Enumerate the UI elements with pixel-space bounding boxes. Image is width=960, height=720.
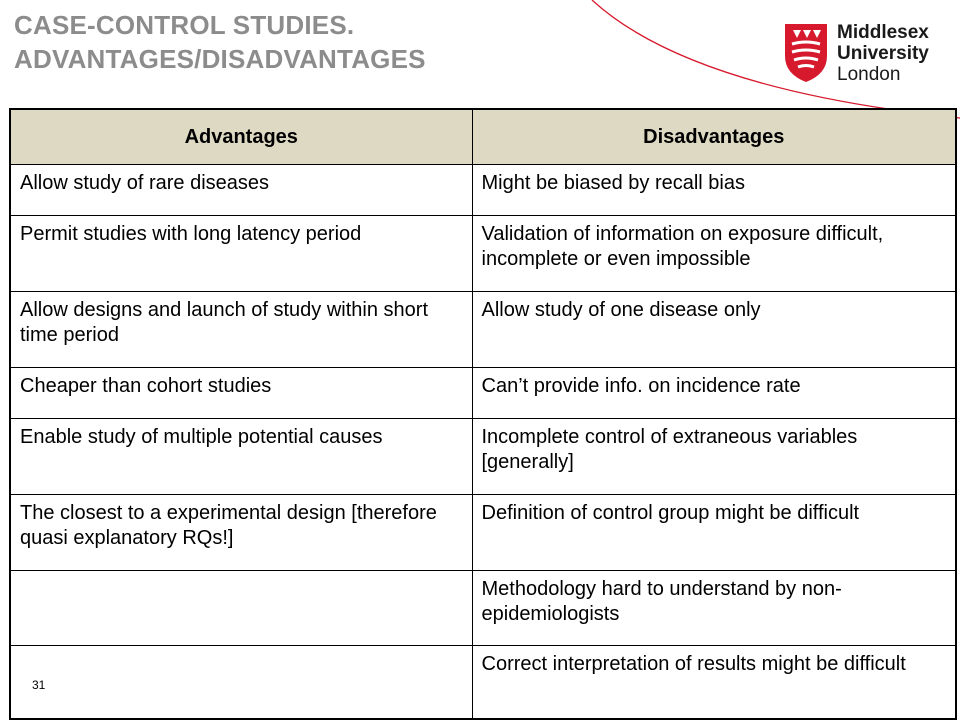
advantage-cell bbox=[10, 571, 472, 646]
slide-title-line-2: ADVANTAGES/DISADVANTAGES bbox=[14, 44, 426, 74]
advantage-cell: Allow study of rare diseases bbox=[10, 165, 472, 216]
table-row bbox=[10, 571, 956, 646]
table-row bbox=[10, 419, 956, 495]
advantage-cell: Allow designs and launch of study within short time period bbox=[10, 292, 472, 368]
disadvantage-cell: Incomplete control of extraneous variables [generally] bbox=[472, 419, 956, 495]
logo-line-1: Middlesex bbox=[837, 22, 929, 43]
table-row bbox=[10, 165, 956, 216]
disadvantage-cell: Definition of control group might be difficult bbox=[472, 495, 956, 571]
table-row bbox=[10, 368, 956, 419]
advantage-cell: Enable study of multiple potential causes bbox=[10, 419, 472, 495]
slide-title-line-1: CASE-CONTROL STUDIES. bbox=[14, 10, 355, 40]
disadvantage-cell: Correct interpretation of results might be difficult bbox=[472, 646, 956, 720]
page-number: 31 bbox=[32, 678, 46, 692]
logo-line-2: University bbox=[837, 43, 929, 64]
university-logo bbox=[783, 18, 943, 90]
advantage-cell bbox=[10, 646, 472, 720]
column-header-disadvantages: Disadvantages bbox=[472, 109, 956, 165]
disadvantage-cell: Might be biased by recall bias bbox=[472, 165, 956, 216]
advantage-cell: The closest to a experimental design [therefore quasi explanatory RQs!] bbox=[10, 495, 472, 571]
disadvantage-cell: Allow study of one disease only bbox=[472, 292, 956, 368]
table-row bbox=[10, 216, 956, 292]
disadvantage-cell: Methodology hard to understand by non-epidemiologists bbox=[472, 571, 956, 646]
disadvantage-cell: Can’t provide info. on incidence rate bbox=[472, 368, 956, 419]
disadvantage-cell: Validation of information on exposure difficult, incomplete or even impossible bbox=[472, 216, 956, 292]
table-header-row bbox=[10, 109, 956, 165]
table-row bbox=[10, 292, 956, 368]
column-header-advantages: Advantages bbox=[10, 109, 472, 165]
comparison-table bbox=[9, 108, 957, 720]
table-row bbox=[10, 495, 956, 571]
advantage-cell: Permit studies with long latency period bbox=[10, 216, 472, 292]
slide-title bbox=[14, 8, 574, 76]
table-row bbox=[10, 646, 956, 720]
shield-icon bbox=[783, 22, 829, 84]
advantage-cell: Cheaper than cohort studies bbox=[10, 368, 472, 419]
logo-wordmark bbox=[837, 22, 929, 85]
logo-line-3: London bbox=[837, 64, 901, 85]
